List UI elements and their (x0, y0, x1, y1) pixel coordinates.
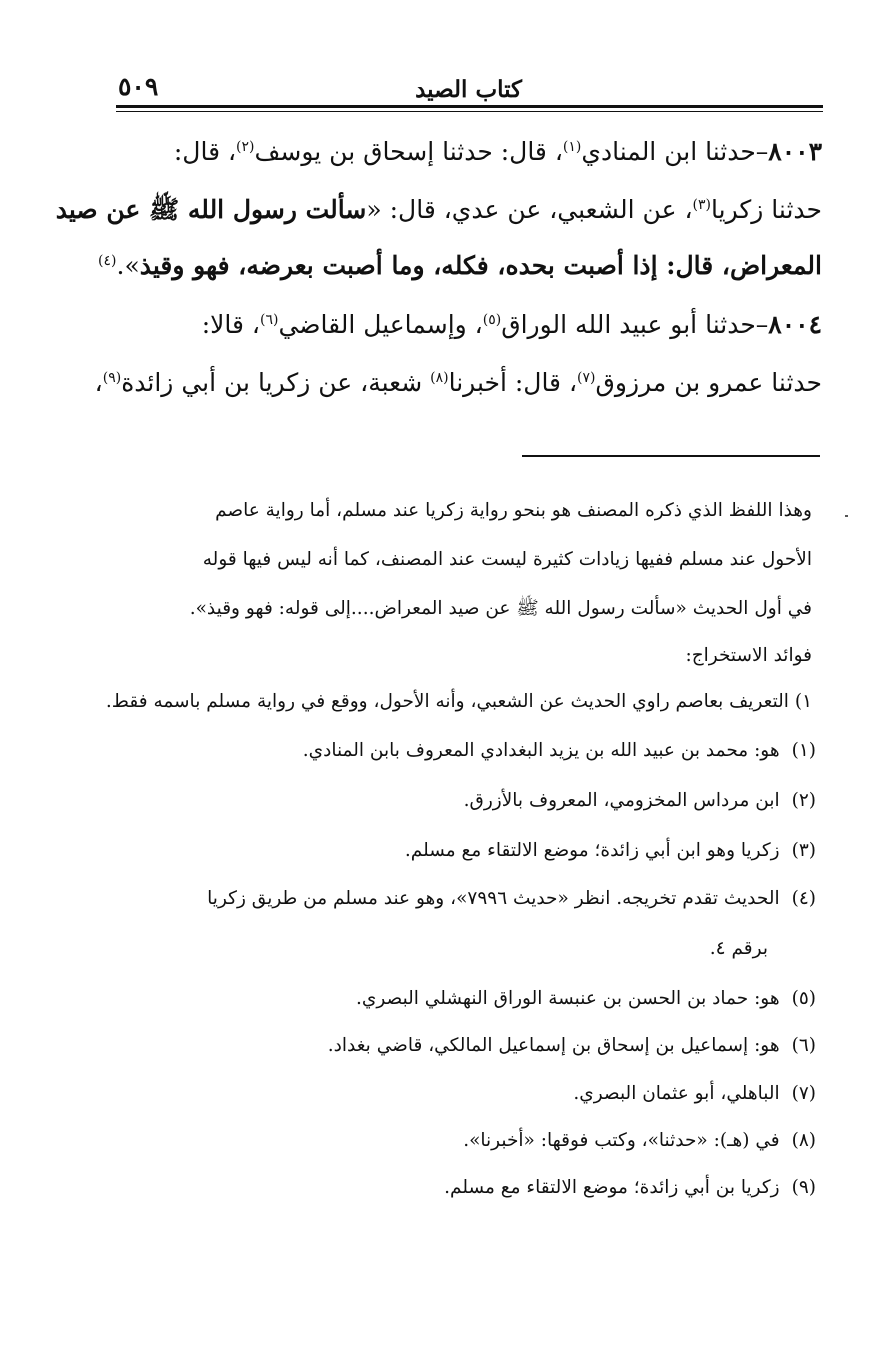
footnote-text: في (هـ): «حدثنا»، وكتب فوقها: «أخبرنا». (463, 1130, 780, 1151)
page-header-title: كتاب الصيد (415, 76, 522, 103)
text: حدثنا عمرو بن مرزوق (595, 368, 822, 397)
footnote-ref[interactable]: (٧) (577, 370, 596, 386)
footnote-8 (463, 1126, 816, 1156)
footnote-4-continuation: برقم ٤. (709, 938, 768, 959)
footnote-mark: (٥) (791, 988, 816, 1009)
footnote-4 (207, 884, 816, 914)
commentary-line: وهذا اللفظ الذي ذكره المصنف هو بنحو رواية زكريا عند مسلم، أما رواية عاصم (215, 500, 812, 521)
footnote-mark: (٨) (791, 1130, 816, 1151)
footnote-6 (328, 1031, 816, 1061)
footnote-text: زكريا وهو ابن أبي زائدة؛ موضع الالتقاء مع مسلم. (404, 840, 780, 861)
footnote-ref[interactable]: (٣) (692, 197, 711, 213)
footnote-ref[interactable]: (٦) (259, 312, 279, 328)
text: ، قال: حدثنا إسحاق بن يوسف (254, 137, 563, 166)
footnote-text: ابن مرداس المخزومي، المعروف بالأزرق. (463, 790, 780, 811)
page-number: ٥٠٩ (118, 72, 159, 101)
hadith-number: ٨٠٠٤ (768, 310, 822, 339)
header-rule-thin (116, 111, 823, 112)
footnote-text: زكريا بن أبي زائدة؛ موضع الالتقاء مع مسلم. (444, 1177, 780, 1198)
footnote-mark: (٧) (791, 1083, 816, 1104)
footnote-ref[interactable]: (١) (562, 139, 582, 155)
commentary-heading: فوائد الاستخراج: (685, 645, 812, 666)
footnote-ref[interactable]: (٥) (482, 312, 502, 328)
footnote-ref[interactable]: (٨) (430, 370, 449, 386)
header-rule (116, 105, 823, 108)
footnote-text: الحديث تقدم تخريجه. انظر «حديث ٧٩٩٦»، وهو عند مسلم من طريق زكريا (207, 888, 780, 909)
footnote-ref[interactable]: (٢) (236, 139, 255, 155)
footnote-2 (464, 786, 816, 816)
commentary-line: ١) التعريف بعاصم راوي الحديث عن الشعبي، وأنه الأحول، ووقع في رواية مسلم باسمه فقط. (105, 691, 812, 712)
hadith-matn: المعراض، قال: إذا أصبت بحده، فكله، وما أصبت بعرضه، فهو وقيذ (139, 251, 822, 280)
text: حدثنا زكريا (711, 195, 822, 224)
hadith-matn: سألت رسول الله ﷺ عن صيد (55, 195, 367, 224)
text: ، قالا: (201, 310, 260, 339)
footnote-ref[interactable]: (٩) (102, 370, 122, 386)
footnote-mark: (٣) (791, 840, 816, 861)
hadith-8004-line-2 (67, 361, 822, 405)
footnote-3 (405, 836, 816, 866)
footnote-separator (522, 455, 820, 457)
footnote-mark: (٩) (791, 1177, 816, 1198)
footnote-7 (573, 1079, 816, 1109)
footnote-9 (444, 1173, 816, 1203)
hadith-8003-line-1 (67, 130, 822, 174)
footnote-text: هو: إسماعيل بن إسحاق بن إسماعيل المالكي، قاضي بغداد. (327, 1035, 780, 1056)
footnote-mark: (١) (791, 740, 816, 761)
footnote-text: الباهلي، أبو عثمان البصري. (573, 1083, 780, 1104)
text: –حدثنا أبو عبيد الله الوراق (501, 310, 769, 339)
text: ». (116, 251, 140, 280)
footnote-mark: (٢) (791, 790, 816, 811)
text: ، قال: (173, 137, 237, 166)
text: ، قال: أخبرنا (448, 368, 578, 397)
footnote-1 (303, 736, 816, 766)
text: ، عن الشعبي، عن عدي، قال: « (366, 195, 693, 224)
hadith-8003-line-2 (55, 188, 822, 232)
text: ، (94, 368, 103, 397)
footnote-ref[interactable]: (٤) (98, 253, 117, 269)
commentary-line: الأحول عند مسلم ففيها زيادات كثيرة ليست عند المصنف، كما أنه ليس فيها قوله (202, 549, 812, 570)
footnote-text: هو: محمد بن عبيد الله بن يزيد البغدادي المعروف بابن المنادي. (302, 740, 780, 761)
footnote-text: هو: حماد بن الحسن بن عنبسة الوراق النهشلي البصري. (355, 988, 780, 1009)
stray-mark (845, 515, 848, 517)
footnote-mark: (٤) (791, 888, 816, 909)
hadith-8004-line-1 (67, 303, 822, 347)
hadith-8003-line-3 (67, 244, 822, 288)
hadith-number: ٨٠٠٣ (768, 137, 822, 166)
text: شعبة، عن زكريا بن أبي زائدة (121, 368, 431, 397)
footnote-5 (356, 984, 816, 1014)
footnote-mark: (٦) (791, 1035, 816, 1056)
text: ، وإسماعيل القاضي (278, 310, 483, 339)
commentary-line: في أول الحديث «سألت رسول الله ﷺ عن صيد المعراض....إلى قوله: فهو وقيذ». (189, 598, 812, 619)
text: –حدثنا ابن المنادي (581, 137, 769, 166)
